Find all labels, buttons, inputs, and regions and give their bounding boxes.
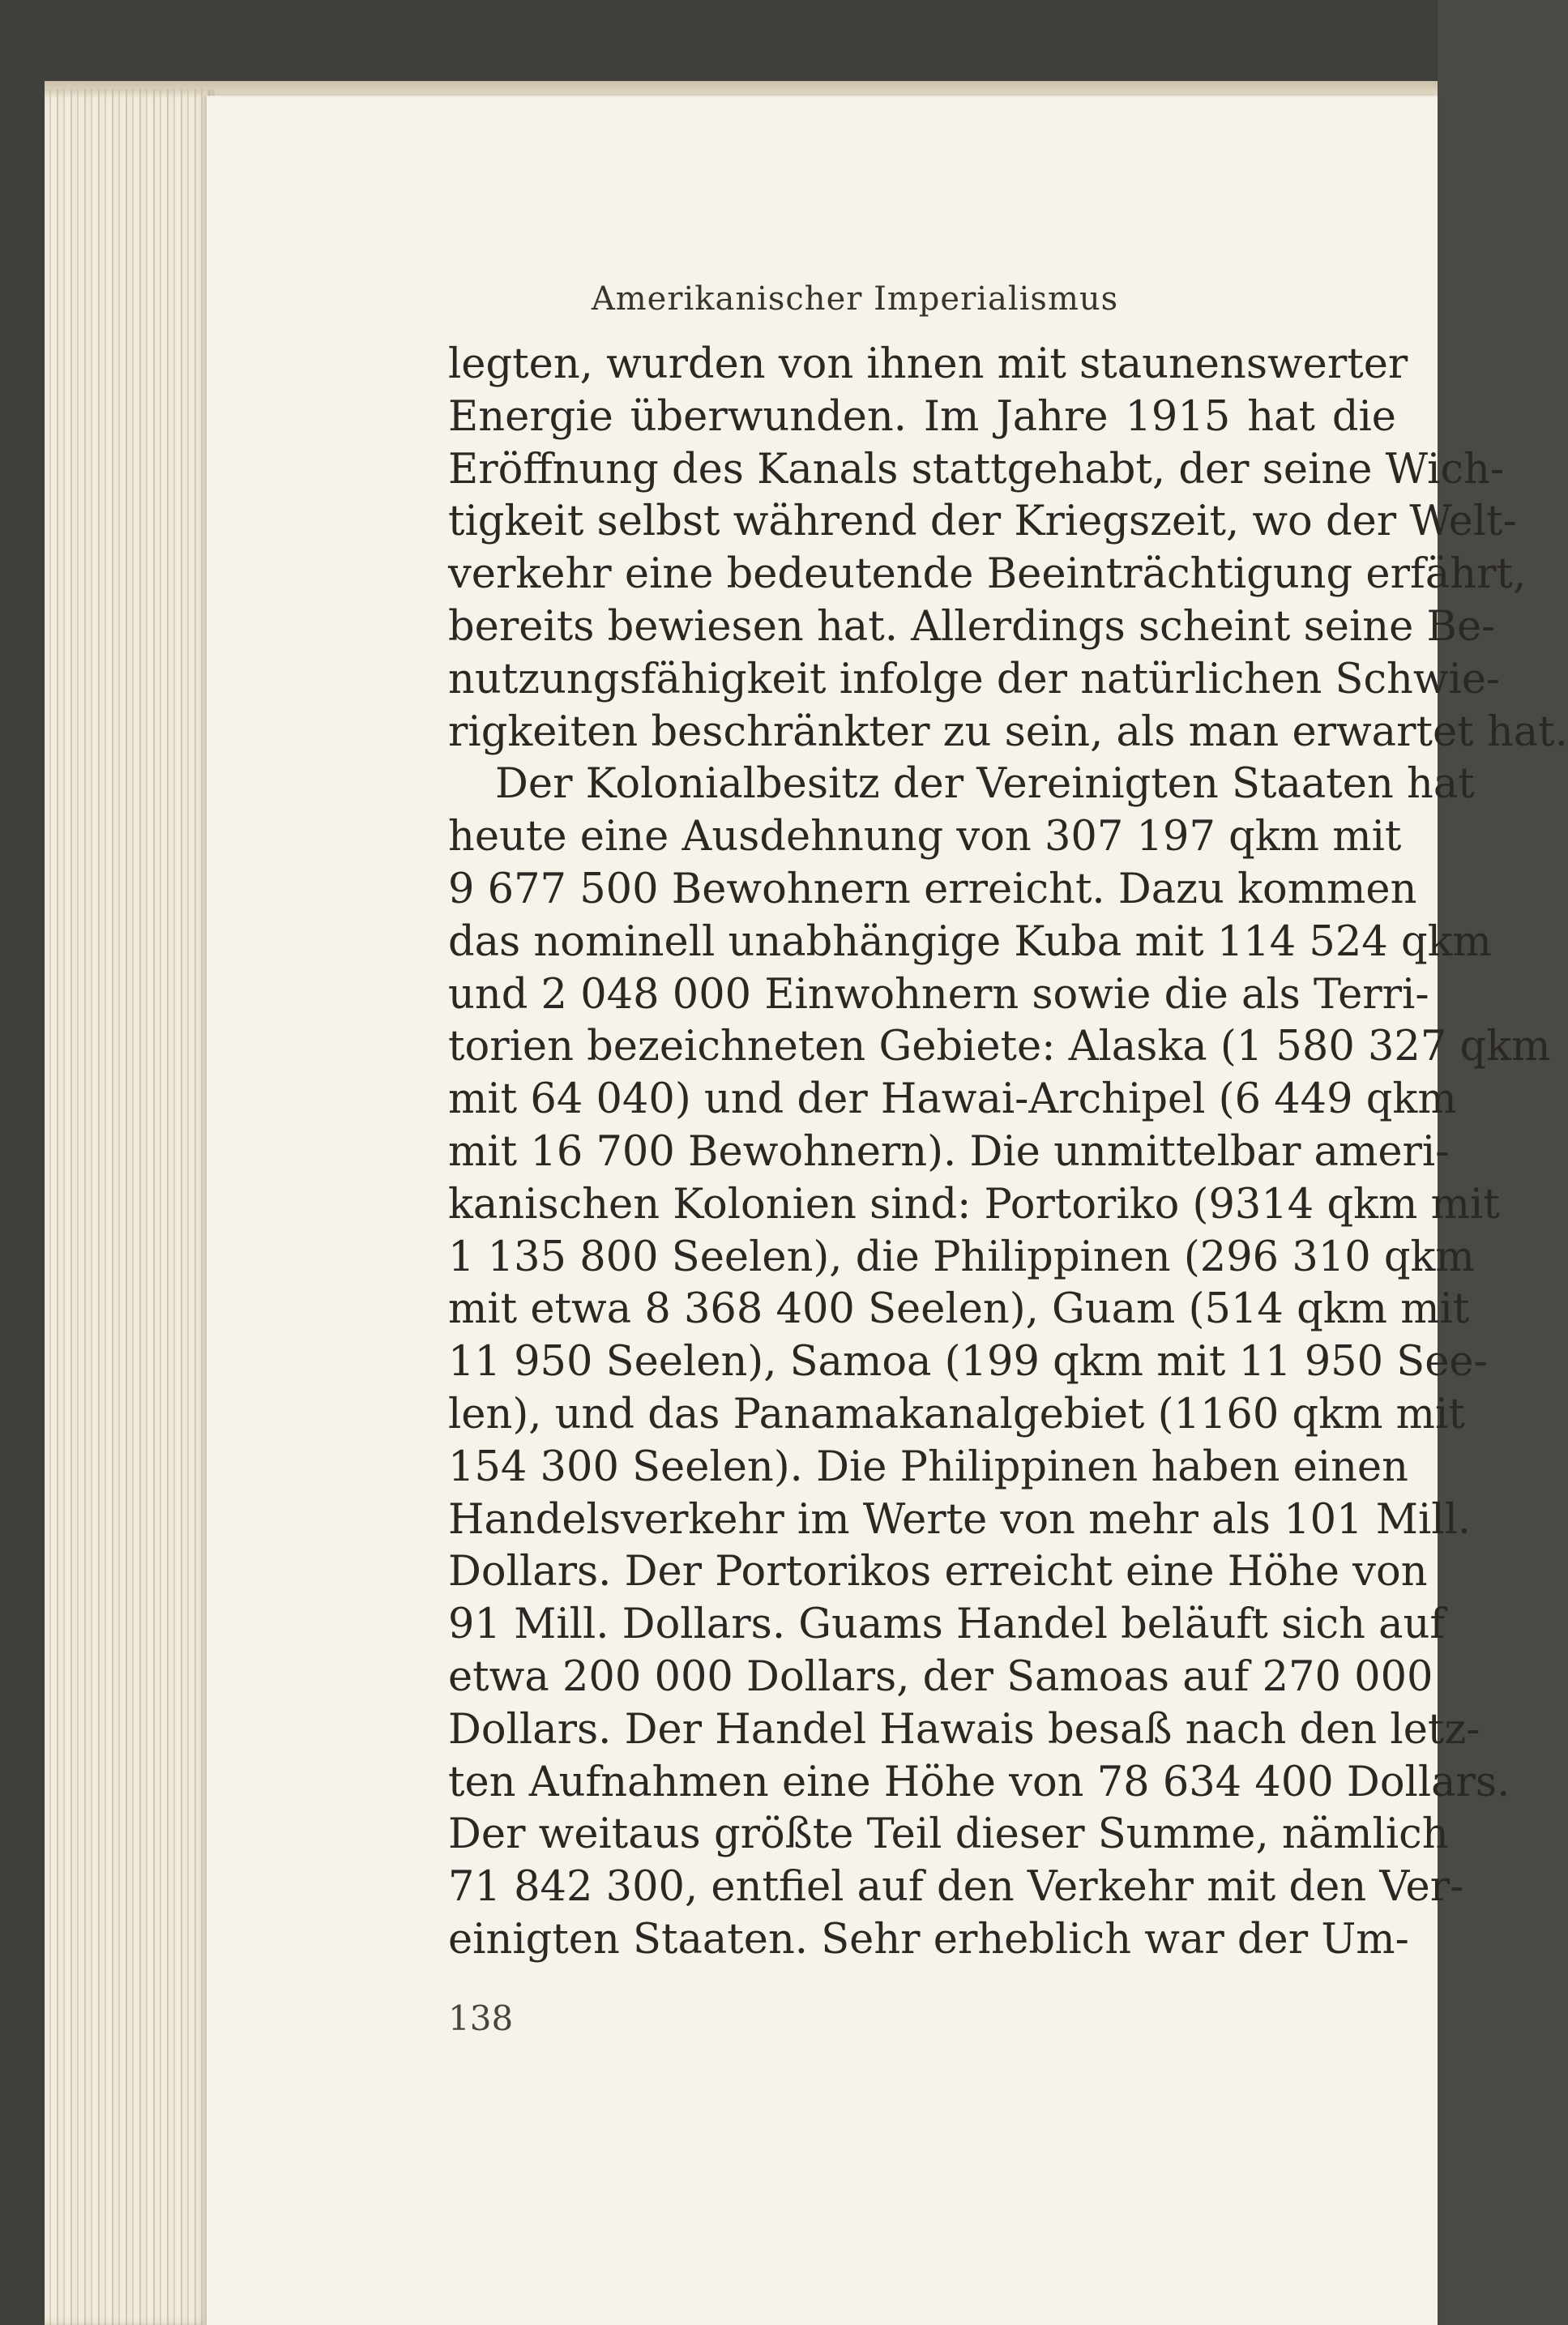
text-line: etwa 200 000 Dollars, der Samoas auf 270 000 — [448, 1652, 1433, 1701]
text-line: 9 677 500 Bewohnern erreicht. Dazu kommen — [448, 865, 1417, 913]
text-line: mit etwa 8 368 400 Seelen), Guam (514 qkm mit — [448, 1285, 1470, 1334]
text-line: 71 842 300, entfiel auf den Verkehr mit den Ver- — [448, 1863, 1464, 1912]
text-line: Energie überwunden. Im Jahre 1915 hat die — [448, 392, 1396, 441]
text-line: einigten Staaten. Sehr erheblich war der Um- — [448, 1915, 1409, 1964]
page-edges — [45, 89, 215, 2325]
text-line: torien bezeichneten Gebiete: Alaska (1 580 327 qkm — [448, 1023, 1551, 1071]
text-line: Dollars. Der Portorikos erreicht eine Höhe von — [448, 1548, 1428, 1596]
text-line: Der Kolonialbesitz der Vereinigten Staaten hat — [495, 760, 1475, 809]
text-line: 154 300 Seelen). Die Philippinen haben einen — [448, 1442, 1408, 1491]
text-line: mit 64 040) und der Hawai-Archipel (6 449 qkm — [448, 1075, 1457, 1124]
text-line: Eröffnung des Kanals stattgehabt, der seine Wich- — [448, 445, 1505, 494]
text-line: Dollars. Der Handel Hawais besaß nach den letz- — [448, 1705, 1480, 1754]
text-line: Handelsverkehr im Werte von mehr als 101 Mill. — [448, 1495, 1472, 1544]
running-head: Amerikanischer Imperialismus — [591, 280, 1119, 318]
text-line: Der weitaus größte Teil dieser Summe, nämlich — [448, 1810, 1449, 1859]
text-line: len), und das Panamakanalgebiet (1160 qkm mit — [448, 1390, 1465, 1438]
text-line: nutzungsfähigkeit infolge der natürlichen Schwie- — [448, 655, 1501, 703]
text-line: und 2 048 000 Einwohnern sowie die als Terri- — [448, 970, 1429, 1019]
text-line: kanischen Kolonien sind: Portoriko (9314 qkm mit — [448, 1180, 1500, 1229]
text-line: bereits bewiesen hat. Allerdings scheint seine Be- — [448, 602, 1496, 651]
text-line: rigkeiten beschränkter zu sein, als man erwartet hat. — [448, 707, 1568, 756]
text-line: legten, wurden von ihnen mit staunenswerter — [448, 340, 1408, 388]
text-line: 1 135 800 Seelen), die Philippinen (296 310 qkm — [448, 1233, 1475, 1281]
text-line: 91 Mill. Dollars. Guams Handel beläuft sich auf — [448, 1601, 1446, 1649]
text-line: mit 16 700 Bewohnern). Die unmittelbar ameri- — [448, 1127, 1450, 1176]
text-line: ten Aufnahmen eine Höhe von 78 634 400 Dollars. — [448, 1758, 1510, 1806]
body-text — [448, 339, 1568, 1967]
text-line: heute eine Ausdehnung von 307 197 qkm mit — [448, 813, 1402, 861]
text-line: 11 950 Seelen), Samoa (199 qkm mit 11 950 See- — [448, 1338, 1488, 1387]
text-line: verkehr eine bedeutende Beeinträchtigung erfährt, — [448, 550, 1527, 599]
text-line: das nominell unabhängige Kuba mit 114 524 qkm — [448, 917, 1492, 966]
page-number: 138 — [448, 1998, 514, 2038]
text-line: tigkeit selbst während der Kriegszeit, wo der Welt- — [448, 498, 1517, 546]
top-edge-shadow — [45, 81, 1438, 99]
